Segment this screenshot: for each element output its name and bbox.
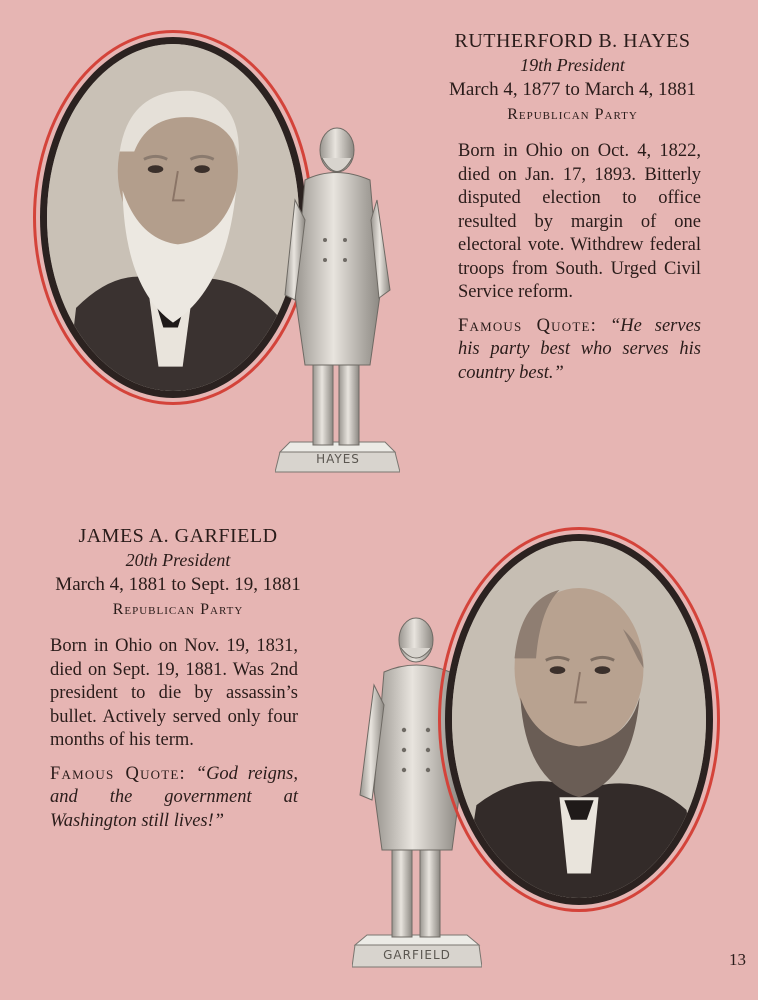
garfield-portrait-image (452, 541, 706, 898)
hayes-statue (275, 120, 400, 475)
hayes-portrait-border (40, 37, 306, 398)
garfield-quote-label: Famous Quote: (50, 763, 186, 784)
garfield-quote-text: “God reigns, and the government at Washington still lives!” (50, 763, 298, 831)
hayes-biography: Born in Ohio on Oct. 4, 1822, died on Jan. 17, 1893. Bitterly disputed election to office resulted by margin of one electoral vote. Withdrew federal troops from South. Urged Civil Service reform. (458, 141, 701, 302)
hayes-bio (420, 30, 725, 385)
garfield-statue-label: GARFIELD (383, 948, 451, 962)
hayes-portrait-frame (33, 30, 313, 405)
garfield-name: JAMES A. GARFIELD (78, 525, 278, 547)
garfield-party: Republican Party (112, 601, 244, 618)
garfield-portrait-border (445, 534, 713, 905)
hayes-famous-quote (458, 315, 701, 386)
hayes-statue-figure (275, 120, 400, 475)
garfield-bio (28, 525, 328, 833)
hayes-portrait-image (47, 44, 299, 391)
hayes-portrait-photo (47, 44, 299, 391)
garfield-famous-quote (50, 763, 298, 834)
page-number: 13 (729, 950, 746, 969)
hayes-ordinal: 19th President (520, 55, 625, 75)
hayes-statue-label: HAYES (316, 452, 360, 466)
garfield-portrait-photo (452, 541, 706, 898)
hayes-quote-label: Famous Quote: (458, 315, 597, 336)
garfield-biography: Born in Ohio on Nov. 19, 1831, died on Sept. 19, 1881. Was 2nd president to die by assassin’s bullet. Actively served only four months of his term. (50, 636, 298, 750)
garfield-ordinal: 20th President (125, 550, 231, 570)
garfield-term: March 4, 1881 to Sept. 19, 1881 (55, 574, 301, 595)
garfield-portrait-frame (438, 527, 720, 912)
hayes-quote-text: “He serves his party best who serves his country best.” (458, 315, 701, 383)
hayes-term: March 4, 1877 to March 4, 1881 (449, 79, 696, 100)
hayes-party: Republican Party (507, 106, 638, 123)
hayes-name: RUTHERFORD B. HAYES (454, 30, 691, 52)
